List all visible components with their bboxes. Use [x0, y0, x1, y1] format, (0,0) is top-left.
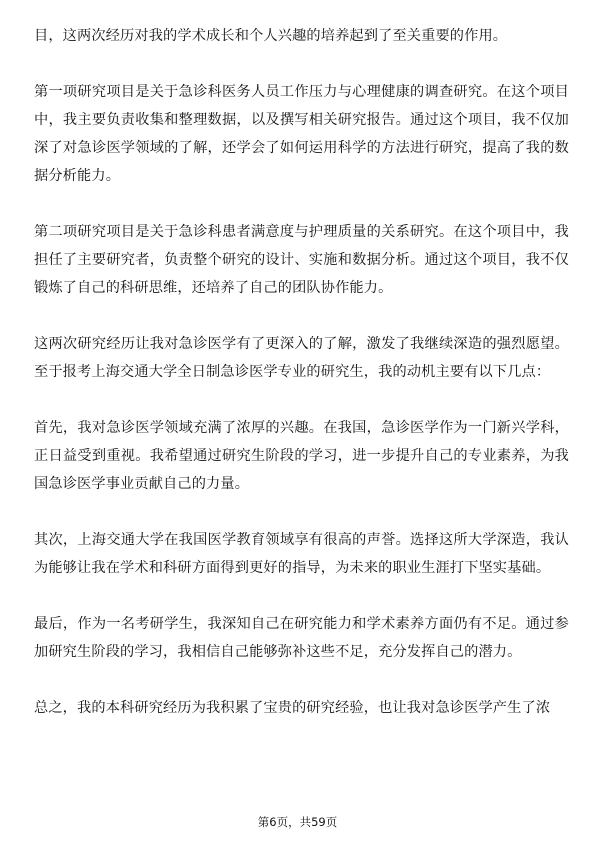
paragraph-spacer: [34, 582, 569, 610]
paragraph-spacer: [34, 190, 569, 218]
paragraph-5: 首先，我对急诊医学领域充满了浓厚的兴趣。在我国，急诊医学作为一门新兴学科，正日益受到重视。我希望通过研究生阶段的学习，进一步提升自己的专业素养，为我国急诊医学事业贡献自己的力量。: [34, 420, 569, 492]
paragraph-7: 最后，作为一名考研学生，我深知自己在研究能力和学术素养方面仍有不足。通过参加研究生阶段的学习，我相信自己能够弥补这些不足，充分发挥自己的潜力。: [34, 616, 569, 660]
paragraph-1: 目，这两次经历对我的学术成长和个人兴趣的培养起到了至关重要的作用。: [34, 28, 508, 44]
page-number-footer: 第6页，共59页: [257, 815, 338, 829]
paragraph-6: 其次，上海交通大学在我国医学教育领域享有很高的声誉。选择这所大学深造，我认为能够让我在学术和科研方面得到更好的指导，为未来的职业生涯打下坚实基础。: [34, 532, 569, 576]
paragraph-spacer: [34, 386, 569, 414]
paragraph-3: 第二项研究项目是关于急诊科患者满意度与护理质量的关系研究。在这个项目中，我担任了主要研究者，负责整个研究的设计、实施和数据分析。通过这个项目，我不仅锻炼了自己的科研思维，还培养了自己的团队协作能力。: [34, 224, 569, 296]
paragraph-spacer: [34, 302, 569, 330]
paragraph-spacer: [34, 498, 569, 526]
paragraph-8: 总之，我的本科研究经历为我积累了宝贵的研究经验，也让我对急诊医学产生了浓: [34, 700, 551, 716]
document-body: [34, 22, 569, 722]
paragraph-spacer: [34, 666, 569, 694]
paragraph-4: 这两次研究经历让我对急诊医学有了更深入的了解，激发了我继续深造的强烈愿望。至于报考上海交通大学全日制急诊医学专业的研究生，我的动机主要有以下几点：: [34, 336, 569, 380]
paragraph-2: 第一项研究项目是关于急诊科医务人员工作压力与心理健康的调查研究。在这个项目中，我主要负责收集和整理数据，以及撰写相关研究报告。通过这个项目，我不仅加深了对急诊医学领域的了解，还学会了如何运用科学的方法进行研究，提高了我的数据分析能力。: [34, 84, 569, 184]
paragraph-spacer: [34, 50, 569, 78]
